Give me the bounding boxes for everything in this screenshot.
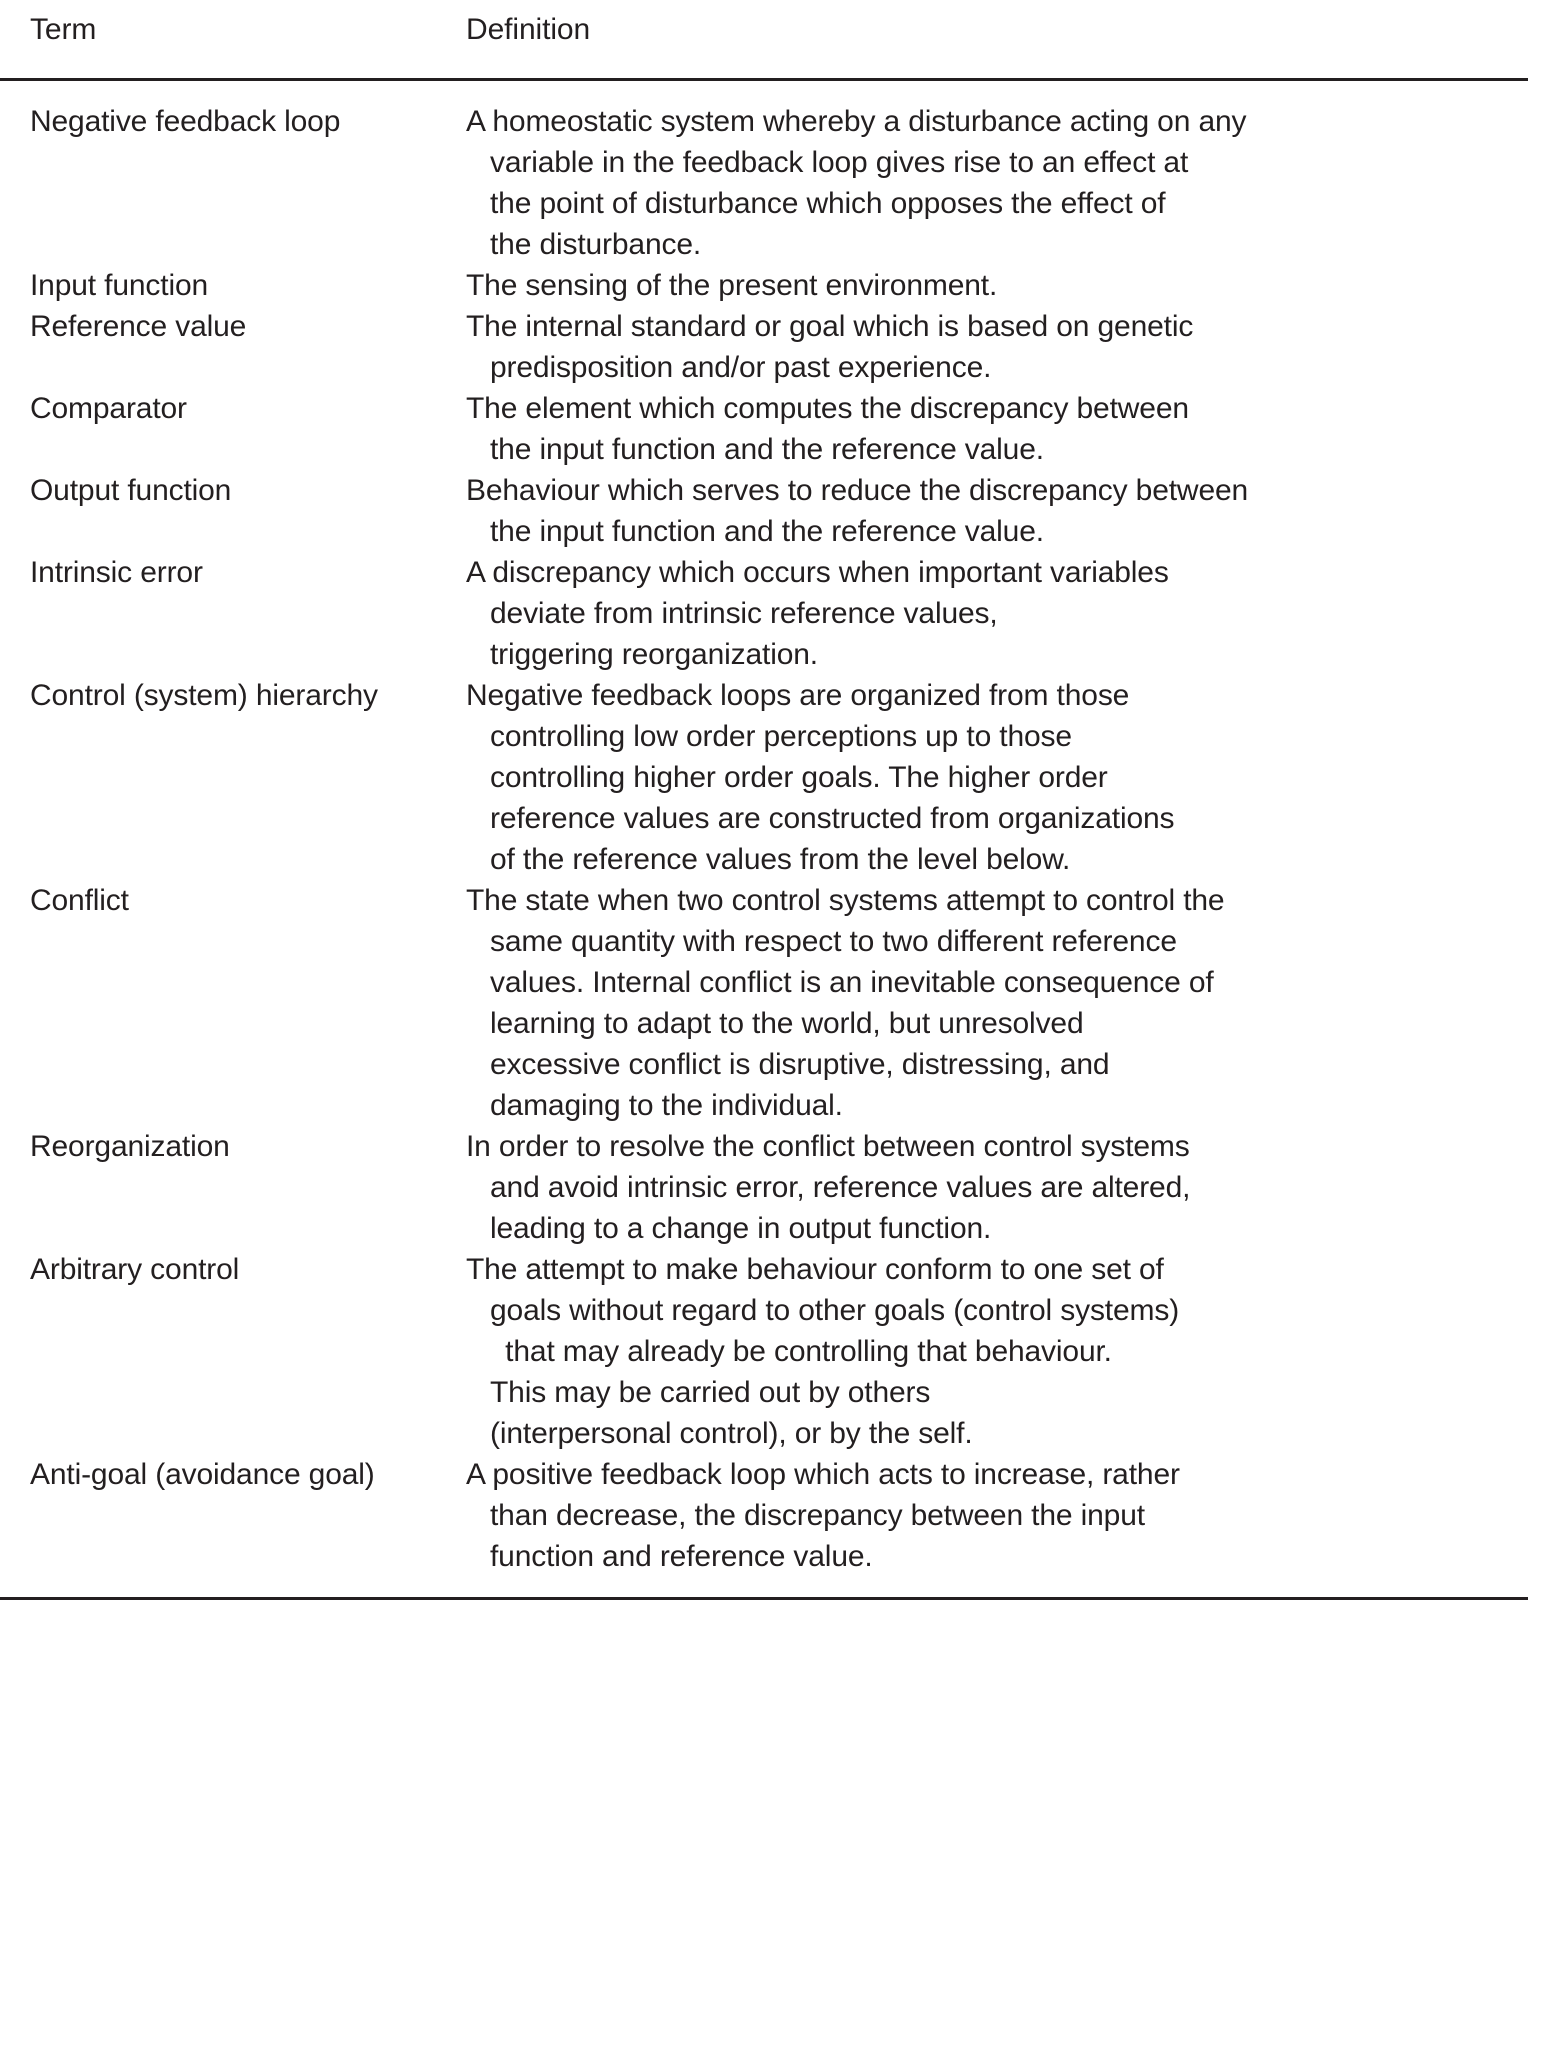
definition-line: same quantity with respect to two different reference — [490, 925, 1177, 958]
term-cell: Input function — [30, 269, 209, 302]
term-cell: Negative feedback loop — [30, 105, 341, 138]
definition-line: A homeostatic system whereby a disturbance acting on any — [466, 105, 1247, 138]
definition-line: controlling higher order goals. The higher order — [490, 761, 1108, 794]
definition-cell — [466, 306, 1536, 388]
column-header-term-wrap — [30, 9, 450, 50]
definition-line: The sensing of the present environment. — [466, 269, 998, 302]
definition-line: goals without regard to other goals (control systems) — [490, 1294, 1180, 1327]
column-header-definition: Definition — [466, 13, 591, 46]
table-row — [0, 675, 1544, 880]
definition-line: (interpersonal control), or by the self. — [490, 1417, 973, 1450]
definition-line: A positive feedback loop which acts to increase, rather — [466, 1458, 1180, 1491]
table-row — [0, 388, 1544, 470]
column-header-term: Term — [30, 13, 97, 46]
term-cell: Anti-goal (avoidance goal) — [30, 1458, 375, 1491]
table-row — [0, 1249, 1544, 1454]
definition-cell — [466, 675, 1536, 880]
definition-line: In order to resolve the conflict between control systems — [466, 1130, 1190, 1163]
definition-line: Behaviour which serves to reduce the discrepancy between — [466, 474, 1249, 507]
definition-line: the point of disturbance which opposes the effect of — [490, 187, 1166, 220]
definition-line: and avoid intrinsic error, reference values are altered, — [490, 1171, 1191, 1204]
definition-cell — [466, 101, 1536, 265]
column-header-definition-wrap — [466, 9, 1528, 50]
definition-line: values. Internal conflict is an inevitable consequence of — [490, 966, 1214, 999]
table-row — [0, 880, 1544, 1126]
definition-cell — [466, 265, 1536, 306]
term-cell: Reorganization — [30, 1130, 230, 1163]
definition-line: The internal standard or goal which is based on genetic — [466, 310, 1194, 343]
definition-line: variable in the feedback loop gives rise to an effect at — [490, 146, 1189, 179]
term-cell: Conflict — [30, 884, 129, 917]
table-row — [0, 1126, 1544, 1249]
definition-cell — [466, 388, 1536, 470]
table-row — [0, 306, 1544, 388]
table-row — [0, 552, 1544, 675]
definition-line: the disturbance. — [490, 228, 702, 261]
definition-line: controlling low order perceptions up to those — [490, 720, 1072, 753]
definition-cell — [466, 1126, 1536, 1249]
definition-cell — [466, 880, 1536, 1126]
header-rule — [0, 78, 1528, 81]
definition-line: the input function and the reference value. — [490, 515, 1044, 548]
definition-cell — [466, 470, 1536, 552]
definition-cell — [466, 1249, 1536, 1454]
definition-line: The element which computes the discrepancy between — [466, 392, 1189, 425]
term-cell: Arbitrary control — [30, 1253, 240, 1286]
definition-line: Negative feedback loops are organized from those — [466, 679, 1130, 712]
definition-line: learning to adapt to the world, but unresolved — [490, 1007, 1084, 1040]
term-cell: Comparator — [30, 392, 187, 425]
definition-line: reference values are constructed from organizations — [490, 802, 1175, 835]
footer-rule — [0, 1597, 1528, 1600]
definition-line: the input function and the reference value. — [490, 433, 1044, 466]
term-cell: Control (system) hierarchy — [30, 679, 378, 712]
term-cell: Intrinsic error — [30, 556, 203, 589]
definition-line: damaging to the individual. — [490, 1089, 843, 1122]
table-body — [0, 101, 1544, 1577]
term-cell: Output function — [30, 474, 232, 507]
definition-line: predisposition and/or past experience. — [490, 351, 992, 384]
definition-line: deviate from intrinsic reference values, — [490, 597, 998, 630]
definition-line: The attempt to make behaviour conform to one set of — [466, 1253, 1164, 1286]
table-header-row — [0, 9, 1528, 69]
table-row — [0, 101, 1544, 265]
definition-line: A discrepancy which occurs when important variables — [466, 556, 1169, 589]
table-row — [0, 265, 1544, 306]
definition-cell — [466, 1454, 1536, 1577]
definition-line: excessive conflict is disruptive, distressing, and — [490, 1048, 1110, 1081]
definition-line: This may be carried out by others — [490, 1376, 931, 1409]
table-row — [0, 1454, 1544, 1577]
definition-line: of the reference values from the level below. — [490, 843, 1071, 876]
definition-line: that may already be controlling that behaviour. — [497, 1335, 1112, 1368]
definition-line: leading to a change in output function. — [490, 1212, 992, 1245]
definition-cell — [466, 552, 1536, 675]
term-cell: Reference value — [30, 310, 247, 343]
table-row — [0, 470, 1544, 552]
definition-line: The state when two control systems attempt to control the — [466, 884, 1225, 917]
definition-line: than decrease, the discrepancy between the input — [490, 1499, 1145, 1532]
definition-line: triggering reorganization. — [490, 638, 818, 671]
definition-line: function and reference value. — [490, 1540, 873, 1573]
